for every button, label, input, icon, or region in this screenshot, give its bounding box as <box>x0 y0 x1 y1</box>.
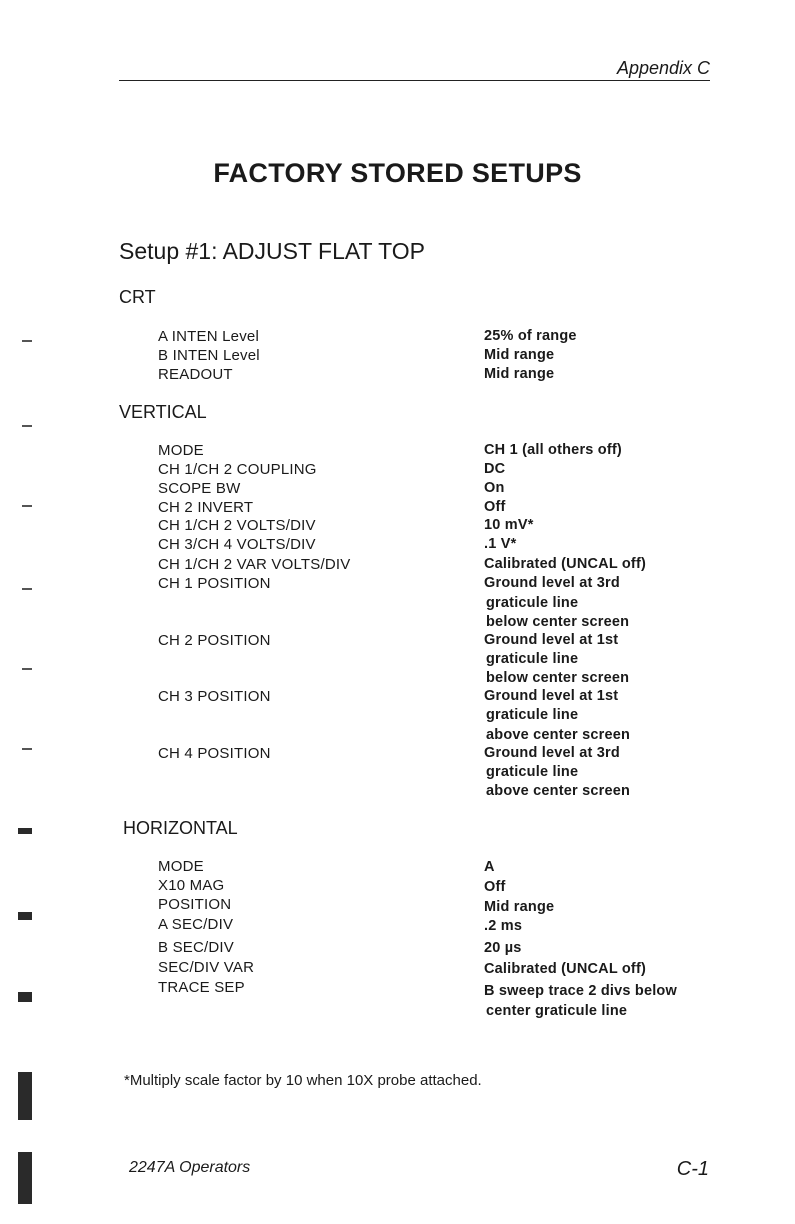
setting-name: SCOPE BW <box>158 480 241 497</box>
setting-value: DC <box>484 461 506 477</box>
table-row <box>0 347 795 366</box>
setting-value: Ground level at 1st <box>484 632 619 648</box>
table-row <box>0 517 795 536</box>
setting-name: A SEC/DIV <box>158 916 234 933</box>
setting-value: Mid range <box>484 366 555 382</box>
table-row <box>0 575 795 594</box>
setting-name: A INTEN Level <box>158 328 259 345</box>
setting-value: Mid range <box>484 899 555 915</box>
setting-name: SEC/DIV VAR <box>158 959 255 976</box>
setting-name: TRACE SEP <box>158 979 245 996</box>
setting-value: Calibrated (UNCAL off) <box>484 556 647 572</box>
section-heading-vertical: VERTICAL <box>119 402 207 422</box>
setting-value-continuation: above center screen <box>486 727 631 743</box>
setting-value: .1 V* <box>484 536 517 552</box>
table-row <box>0 916 795 935</box>
table-row <box>0 461 795 480</box>
setup-heading: Setup #1: ADJUST FLAT TOP <box>119 238 425 264</box>
setting-value: Ground level at 3rd <box>484 745 620 761</box>
table-row <box>0 366 795 385</box>
setting-value-continuation: below center screen <box>486 670 630 686</box>
table-row <box>0 480 795 499</box>
table-row <box>0 979 795 998</box>
table-row <box>0 896 795 915</box>
table-row <box>0 328 795 347</box>
setting-value: Ground level at 3rd <box>484 575 620 591</box>
setting-value: Off <box>484 879 506 895</box>
table-row <box>0 688 795 707</box>
setting-value: 10 mV* <box>484 517 534 533</box>
setting-name: CH 3 POSITION <box>158 688 271 705</box>
table-row <box>0 959 795 978</box>
setting-value-continuation: graticule line <box>486 764 579 780</box>
binding-tick <box>22 425 32 427</box>
setting-value: Mid range <box>484 347 555 363</box>
setting-name: READOUT <box>158 366 233 383</box>
setting-value: .2 ms <box>484 918 523 934</box>
setting-name: CH 1/CH 2 COUPLING <box>158 461 317 478</box>
page-title: FACTORY STORED SETUPS <box>213 158 582 188</box>
setting-value-continuation: center graticule line <box>486 1003 628 1019</box>
footer-manual-name: 2247A Operators <box>129 1159 251 1176</box>
table-row <box>0 442 795 461</box>
setting-name: CH 1 POSITION <box>158 575 271 592</box>
table-row <box>0 632 795 651</box>
setting-value: CH 1 (all others off) <box>484 442 622 458</box>
binding-mark <box>18 1152 32 1204</box>
setting-name: B SEC/DIV <box>158 939 234 956</box>
setting-value: 20 µs <box>484 940 522 956</box>
page-header <box>119 58 710 81</box>
setting-value-continuation: graticule line <box>486 595 579 611</box>
setting-value: B sweep trace 2 divs below <box>484 983 677 999</box>
setting-name: CH 2 POSITION <box>158 632 271 649</box>
setting-name: CH 3/CH 4 VOLTS/DIV <box>158 536 316 553</box>
table-row <box>0 499 795 518</box>
setting-name: CH 2 INVERT <box>158 499 254 516</box>
setting-value-continuation: above center screen <box>486 783 631 799</box>
setting-value: On <box>484 480 505 496</box>
setting-name: B INTEN Level <box>158 347 260 364</box>
table-row <box>0 877 795 896</box>
setting-value: A <box>484 859 495 875</box>
page-number: C-1 <box>676 1158 709 1180</box>
setting-value: Ground level at 1st <box>484 688 619 704</box>
binding-tick <box>22 668 32 670</box>
table-row <box>0 556 795 575</box>
setting-value-continuation: graticule line <box>486 651 579 667</box>
setting-value: 25% of range <box>484 328 577 344</box>
binding-mark <box>18 828 32 834</box>
table-row <box>0 858 795 877</box>
section-heading-crt: CRT <box>119 287 156 307</box>
footnote: *Multiply scale factor by 10 when 10X probe attached. <box>124 1072 482 1089</box>
setting-value: Calibrated (UNCAL off) <box>484 961 647 977</box>
setting-name: MODE <box>158 442 204 459</box>
setting-name: X10 MAG <box>158 877 225 894</box>
setting-name: MODE <box>158 858 204 875</box>
setting-name: CH 1/CH 2 VAR VOLTS/DIV <box>158 556 351 573</box>
binding-mark <box>18 1072 32 1120</box>
setting-name: CH 4 POSITION <box>158 745 271 762</box>
table-row <box>0 745 795 764</box>
table-row <box>0 939 795 958</box>
setting-value: Off <box>484 499 506 515</box>
setting-value-continuation: graticule line <box>486 707 579 723</box>
setting-value-continuation: below center screen <box>486 614 630 630</box>
appendix-label: Appendix C <box>616 58 710 78</box>
setting-name: POSITION <box>158 896 232 913</box>
setting-name: CH 1/CH 2 VOLTS/DIV <box>158 517 316 534</box>
section-heading-horizontal: HORIZONTAL <box>123 818 238 838</box>
table-row <box>0 536 795 555</box>
